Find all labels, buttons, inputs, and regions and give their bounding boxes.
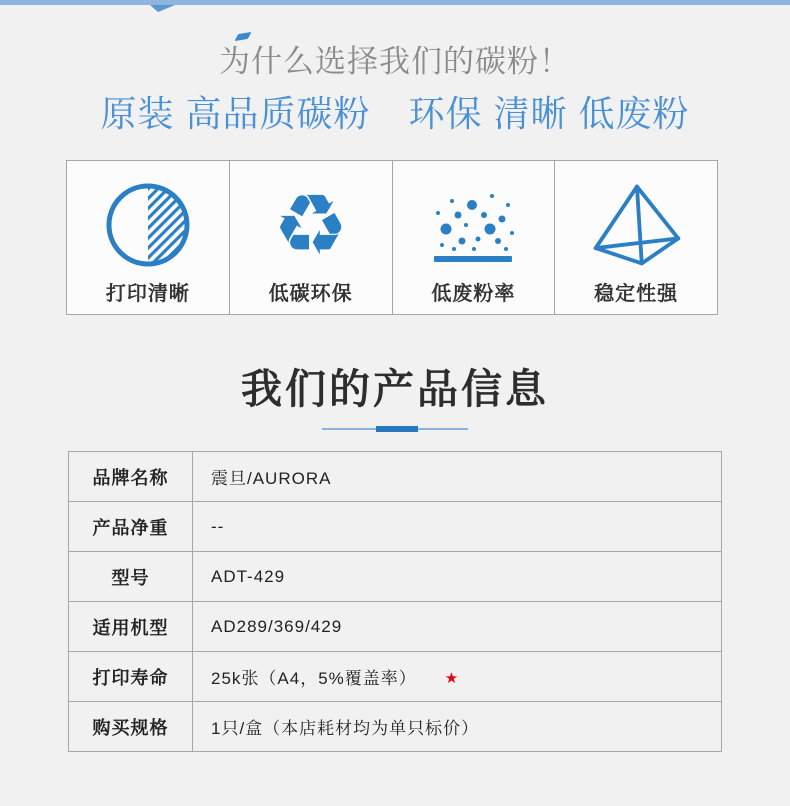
spec-value: 1只/盒（本店耗材均为单只标价） (193, 702, 722, 752)
recycle-icon: ♻ (272, 176, 349, 274)
spec-label: 产品净重 (69, 502, 193, 552)
particles-icon (428, 177, 518, 273)
contrast-circle-icon (104, 177, 192, 273)
spec-label: 适用机型 (69, 602, 193, 652)
feature-label: 稳定性强 (594, 283, 679, 305)
title-underline-thick (376, 426, 418, 432)
spec-label: 品牌名称 (69, 452, 193, 502)
feature-label: 打印清晰 (105, 283, 190, 305)
feature-card-stability (555, 160, 718, 315)
selling-points-line (0, 86, 790, 137)
feature-card-low-waste (393, 160, 556, 315)
product-spec-table (68, 451, 722, 752)
spec-label: 购买规格 (69, 702, 193, 752)
ribbon-fold-triangle-icon (150, 5, 175, 12)
feature-label: 低碳环保 (268, 283, 353, 305)
spec-label: 打印寿命 (69, 652, 193, 702)
spec-value: 25k张（A4，5%覆盖率） ★ (193, 652, 722, 702)
spec-label: 型号 (69, 552, 193, 602)
product-info-section-header (0, 356, 790, 432)
selling-point-right: 环保 清晰 低废粉 (408, 93, 690, 134)
why-choose-heading: 为什么选择我们的碳粉！ (219, 44, 571, 79)
feature-grid (66, 160, 718, 315)
feature-label: 低废粉率 (431, 283, 516, 305)
table-row-compatible-models (69, 602, 722, 652)
table-row-model (69, 552, 722, 602)
required-star-icon: ★ (444, 670, 460, 687)
table-row-print-life (69, 652, 722, 702)
pyramid-icon (588, 177, 684, 273)
table-row-net-weight (69, 502, 722, 552)
spec-value: AD289/369/429 (193, 602, 722, 652)
spec-value: ADT-429 (193, 552, 722, 602)
selling-point-left: 原装 高品质碳粉 (100, 93, 371, 134)
product-info-title: 我们的产品信息 (241, 366, 549, 412)
feature-card-eco-friendly (230, 160, 393, 315)
feature-card-print-clarity (66, 160, 230, 315)
table-row-purchase-spec (69, 702, 722, 752)
top-ribbon-bar (0, 0, 790, 5)
spec-value: 震旦/AURORA (193, 452, 722, 502)
title-underline (322, 426, 468, 432)
table-row-brand (69, 452, 722, 502)
spec-value: -- (193, 502, 722, 552)
